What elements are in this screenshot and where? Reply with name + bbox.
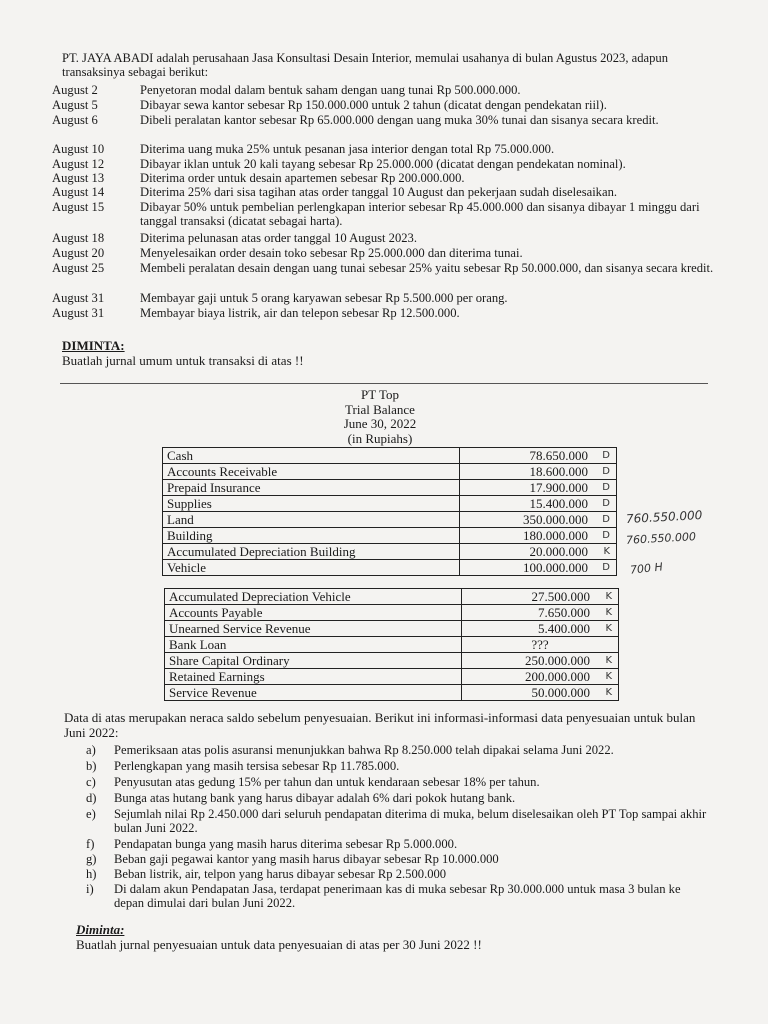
item-label: e)	[86, 807, 96, 821]
item-label: i)	[86, 882, 94, 896]
debit-credit-mark: K	[605, 687, 612, 698]
handwritten-note: 700 H	[629, 560, 664, 577]
item-label: a)	[86, 743, 96, 757]
transaction-row	[52, 114, 722, 142]
adjustment-item	[86, 868, 706, 882]
account-amount: 5.400.000 K	[462, 621, 619, 637]
adjustment-item	[86, 838, 706, 852]
transaction-date: August 15	[52, 200, 105, 214]
report-unit: (in Rupiahs)	[347, 430, 413, 446]
account-name: Prepaid Insurance	[163, 480, 460, 496]
account-amount: ???	[462, 637, 619, 653]
transaction-text: Membeli peralatan desain dengan uang tunai sebesar 25% yaitu sebesar Rp 50.000.000, dan sisanya secara kredit.	[140, 261, 714, 275]
account-amount: 250.000.000 K	[462, 653, 619, 669]
transaction-date: August 2	[52, 83, 98, 97]
item-text: Beban gaji pegawai kantor yang masih harus dibayar sebesar Rp 10.000.000	[114, 852, 499, 866]
transaction-row	[52, 158, 722, 172]
item-label: h)	[86, 867, 97, 881]
diminta-label: Diminta:	[76, 922, 125, 937]
transaction-date: August 12	[52, 157, 105, 171]
diminta-text: Buatlah jurnal umum untuk transaksi di atas !!	[62, 353, 304, 368]
account-amount: 50.000.000 K	[462, 685, 619, 701]
item-label: c)	[86, 775, 96, 789]
diminta-text: Buatlah jurnal penyesuaian untuk data penyesuaian di atas per 30 Juni 2022 !!	[76, 937, 482, 952]
transaction-text: Menyelesaikan order desain toko sebesar Rp 25.000.000 dan diterima tunai.	[140, 246, 523, 260]
transaction-row	[52, 143, 722, 157]
transaction-row	[52, 292, 722, 306]
account-name: Accumulated Depreciation Building	[163, 544, 460, 560]
transaction-text: Diterima order untuk desain apartemen sebesar Rp 200.000.000.	[140, 171, 465, 185]
account-name: Cash	[163, 448, 460, 464]
debit-credit-mark: D	[602, 530, 610, 541]
debit-credit-mark: D	[602, 482, 610, 493]
account-amount: 27.500.000 K	[462, 589, 619, 605]
transaction-text: Dibayar iklan untuk 20 kali tayang sebesar Rp 25.000.000 (dicatat dengan pendekatan nominal).	[140, 157, 626, 171]
trial-balance-table-2	[164, 588, 619, 701]
item-text: Perlengkapan yang masih tersisa sebesar Rp 11.785.000.	[114, 759, 400, 773]
account-name: Accounts Receivable	[163, 464, 460, 480]
account-name: Supplies	[163, 496, 460, 512]
transaction-row	[52, 186, 722, 200]
transaction-text: Penyetoran modal dalam bentuk saham dengan uang tunai Rp 500.000.000.	[140, 83, 521, 97]
company-name: PT Top	[361, 387, 399, 402]
table-row	[165, 637, 619, 653]
handwritten-note: 760.550.000	[625, 530, 697, 547]
item-text: Penyusutan atas gedung 15% per tahun dan untuk kendaraan sebesar 18% per tahun.	[114, 775, 540, 789]
transaction-text: Dibeli peralatan kantor sebesar Rp 65.000.000 dengan uang muka 30% tunai dan sisanya secara kredit.	[140, 113, 659, 127]
transaction-text: Diterima uang muka 25% untuk pesanan jasa interior dengan total Rp 75.000.000.	[140, 142, 555, 156]
adjustment-item	[86, 744, 706, 758]
transaction-text: Dibayar sewa kantor sebesar Rp 150.000.000 untuk 2 tahun (dicatat dengan pendekatan riil).	[140, 98, 607, 112]
item-text: Pemeriksaan atas polis asuransi menunjukkan bahwa Rp 8.250.000 telah dipakai selama Juni 2022.	[114, 743, 614, 757]
debit-credit-mark: K	[605, 655, 612, 666]
transaction-text: Membayar biaya listrik, air dan telepon sebesar Rp 12.500.000.	[140, 306, 460, 320]
trial-balance-table-1	[162, 447, 617, 576]
account-amount: 180.000.000 D	[460, 528, 617, 544]
item-label: g)	[86, 852, 97, 866]
account-amount: 17.900.000 D	[460, 480, 617, 496]
item-text: Di dalam akun Pendapatan Jasa, terdapat penerimaan kas di muka sebesar Rp 30.000.000 untuk masa 3 bulan ke depan dimulai dari bulan Juni 2022.	[114, 882, 681, 910]
table-row	[163, 544, 617, 560]
adjustment-intro: Data di atas merupakan neraca saldo sebelum penyesuaian. Berikut ini informasi-informasi data penyesuaian untuk bulan Juni 2022:	[64, 710, 696, 740]
divider	[60, 383, 708, 384]
transaction-row	[52, 247, 722, 261]
transaction-text: Dibayar 50% untuk pembelian perlengkapan interior sebesar Rp 45.000.000 dan sisanya dibayar 1 minggu dari tanggal transaksi (dicatat sebagai harta).	[140, 200, 700, 228]
transaction-date: August 31	[52, 291, 105, 305]
debit-credit-mark: D	[602, 498, 610, 509]
table-row	[165, 589, 619, 605]
trial-balance-header	[300, 388, 460, 446]
debit-credit-mark: D	[602, 562, 610, 573]
adjustment-item	[86, 883, 706, 911]
transaction-row	[52, 84, 722, 98]
report-date: June 30, 2022	[343, 416, 417, 431]
debit-credit-mark: K	[603, 546, 610, 557]
account-amount: 100.000.000 D	[460, 560, 617, 576]
item-text: Sejumlah nilai Rp 2.450.000 dari seluruh pendapatan diterima di muka, belum diselesaikan oleh PT Top sampai akhir bulan Juni 2022.	[114, 807, 707, 835]
adjustment-item	[86, 792, 706, 806]
item-text: Pendapatan bunga yang masih harus diterima sebesar Rp 5.000.000.	[114, 837, 458, 851]
adjustment-item	[86, 776, 706, 790]
debit-credit-mark: K	[605, 591, 612, 602]
debit-credit-mark: D	[602, 450, 610, 461]
transaction-text: Membayar gaji untuk 5 orang karyawan sebesar Rp 5.500.000 per orang.	[140, 291, 508, 305]
table-row	[163, 560, 617, 576]
item-label: f)	[86, 837, 95, 851]
account-name: Retained Earnings	[165, 669, 462, 685]
table-row	[163, 512, 617, 528]
transaction-row	[52, 262, 722, 290]
handwritten-note: 760.550.000	[625, 508, 703, 526]
transaction-date: August 10	[52, 142, 105, 156]
account-amount: 200.000.000 K	[462, 669, 619, 685]
diminta-section-2	[76, 922, 482, 952]
transaction-date: August 25	[52, 261, 105, 275]
debit-credit-mark: D	[602, 514, 610, 525]
account-amount: 18.600.000 D	[460, 464, 617, 480]
table-row	[163, 496, 617, 512]
transaction-date: August 13	[52, 171, 105, 185]
transaction-date: August 18	[52, 231, 105, 245]
transaction-date: August 6	[52, 113, 98, 127]
table-row	[163, 528, 617, 544]
table-row	[163, 480, 617, 496]
debit-credit-mark: K	[605, 607, 612, 618]
transaction-date: August 14	[52, 185, 105, 199]
table-row	[165, 621, 619, 637]
item-label: b)	[86, 759, 97, 773]
account-name: Building	[163, 528, 460, 544]
transaction-row	[52, 201, 722, 229]
account-amount: 15.400.000 D	[460, 496, 617, 512]
account-name: Accumulated Depreciation Vehicle	[165, 589, 462, 605]
account-amount: 78.650.000 D	[460, 448, 617, 464]
table-row	[163, 448, 617, 464]
transaction-date: August 20	[52, 246, 105, 260]
table-row	[165, 653, 619, 669]
account-name: Land	[163, 512, 460, 528]
transaction-row	[52, 172, 722, 186]
intro-paragraph: PT. JAYA ABADI adalah perusahaan Jasa Konsultasi Desain Interior, memulai usahanya di bulan Agustus 2023, adapun transaksinya sebagai berikut:	[62, 51, 668, 79]
transaction-date: August 5	[52, 98, 98, 112]
transaction-row	[52, 232, 722, 246]
account-name: Bank Loan	[165, 637, 462, 653]
debit-credit-mark: K	[605, 623, 612, 634]
debit-credit-mark: D	[602, 466, 610, 477]
adjustment-item	[86, 853, 706, 867]
account-amount: 7.650.000 K	[462, 605, 619, 621]
table-row	[165, 669, 619, 685]
transaction-text: Diterima 25% dari sisa tagihan atas order tanggal 10 August dan pekerjaan sudah diselesaikan.	[140, 185, 618, 199]
item-text: Beban listrik, air, telpon yang harus dibayar sebesar Rp 2.500.000	[114, 867, 447, 881]
item-text: Bunga atas hutang bank yang harus dibayar adalah 6% dari pokok hutang bank.	[114, 791, 516, 805]
table-row	[163, 464, 617, 480]
account-name: Share Capital Ordinary	[165, 653, 462, 669]
transaction-text: Diterima pelunasan atas order tanggal 10 August 2023.	[140, 231, 417, 245]
account-name: Vehicle	[163, 560, 460, 576]
transaction-row	[52, 99, 722, 113]
adjustment-item	[86, 808, 706, 836]
diminta-label: DIMINTA:	[62, 338, 125, 353]
account-name: Unearned Service Revenue	[165, 621, 462, 637]
table-row	[165, 685, 619, 701]
debit-credit-mark: K	[605, 671, 612, 682]
report-title: Trial Balance	[345, 401, 415, 417]
transaction-row	[52, 307, 722, 321]
table-row	[165, 605, 619, 621]
account-amount: 350.000.000 D	[460, 512, 617, 528]
account-amount: 20.000.000 K	[460, 544, 617, 560]
item-label: d)	[86, 791, 97, 805]
adjustment-item	[86, 760, 706, 774]
transaction-date: August 31	[52, 306, 105, 320]
account-name: Service Revenue	[165, 685, 462, 701]
diminta-section	[62, 338, 304, 368]
account-name: Accounts Payable	[165, 605, 462, 621]
